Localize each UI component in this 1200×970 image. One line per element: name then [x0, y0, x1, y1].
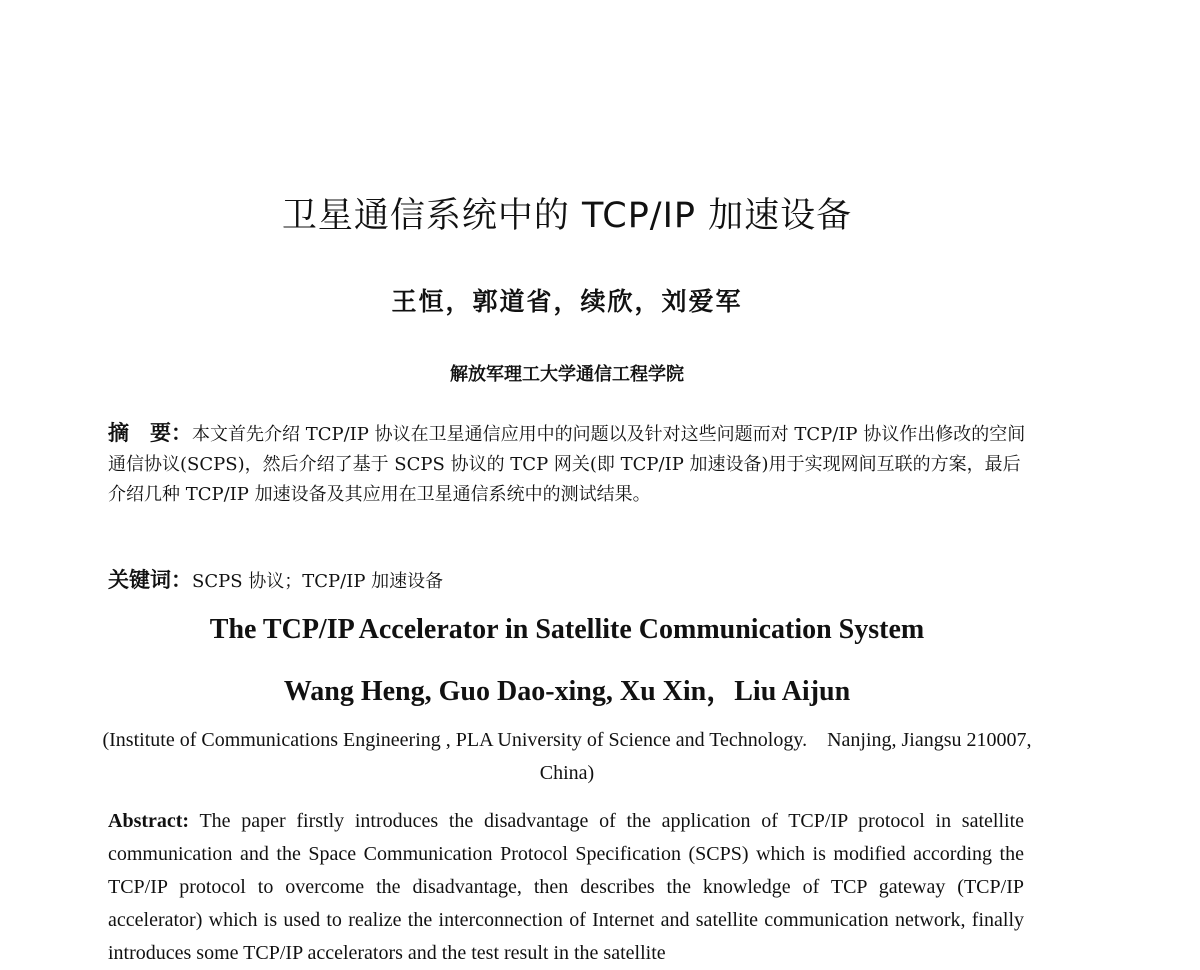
english-abstract-label: Abstract:	[108, 810, 190, 832]
english-title: The TCP/IP Accelerator in Satellite Communication System	[209, 614, 925, 645]
chinese-keywords-label: 关键词：	[108, 568, 192, 592]
chinese-authors: 王恒，郭道省，续欣，刘爱军	[391, 287, 743, 316]
chinese-abstract-text: 本文首先介绍 TCP/IP 协议在卫星通信应用中的问题以及针对这些问题而对 TCP/IP 协议作出修改的空间通信协议(SCPS)，然后介绍了基于 SCPS 协议的 TCP 网关(即 TCP/IP 加速设备)用于实现网间互联的方案，最后介绍几种 TCP/IP 加速设备及其应用在卫星通信系统中的测试结果。	[108, 424, 1026, 505]
chinese-abstract-label: 摘 要：	[108, 421, 192, 445]
chinese-abstract	[108, 418, 1028, 510]
english-affiliation: (Institute of Communications Engineering , PLA University of Science and Technology. Nanjing, Jiangsu 210007, China)	[102, 729, 1032, 784]
chinese-affiliation: 解放军理工大学通信工程学院	[450, 364, 684, 385]
english-abstract-text: The paper firstly introduces the disadvantage of the application of TCP/IP protocol in satellite communication and the Space Communication Protocol Specification (SCPS) which is modified according the TCP/IP protocol to overcome the disadvantage, then describes the knowledge of TCP gateway (TCP/IP accelerator) which is used to realize the interconnection of Internet and satellite communication network, finally introduces some TCP/IP accelerators and the test result in the satellite	[108, 810, 1024, 964]
english-abstract	[108, 805, 1024, 970]
chinese-keywords-text: SCPS 协议；TCP/IP 加速设备	[192, 571, 444, 592]
chinese-keywords	[108, 565, 1028, 597]
chinese-title: 卫星通信系统中的 TCP/IP 加速设备	[281, 196, 853, 236]
english-authors: Wang Heng, Guo Dao-xing, Xu Xin，Liu Aijun	[283, 676, 851, 707]
